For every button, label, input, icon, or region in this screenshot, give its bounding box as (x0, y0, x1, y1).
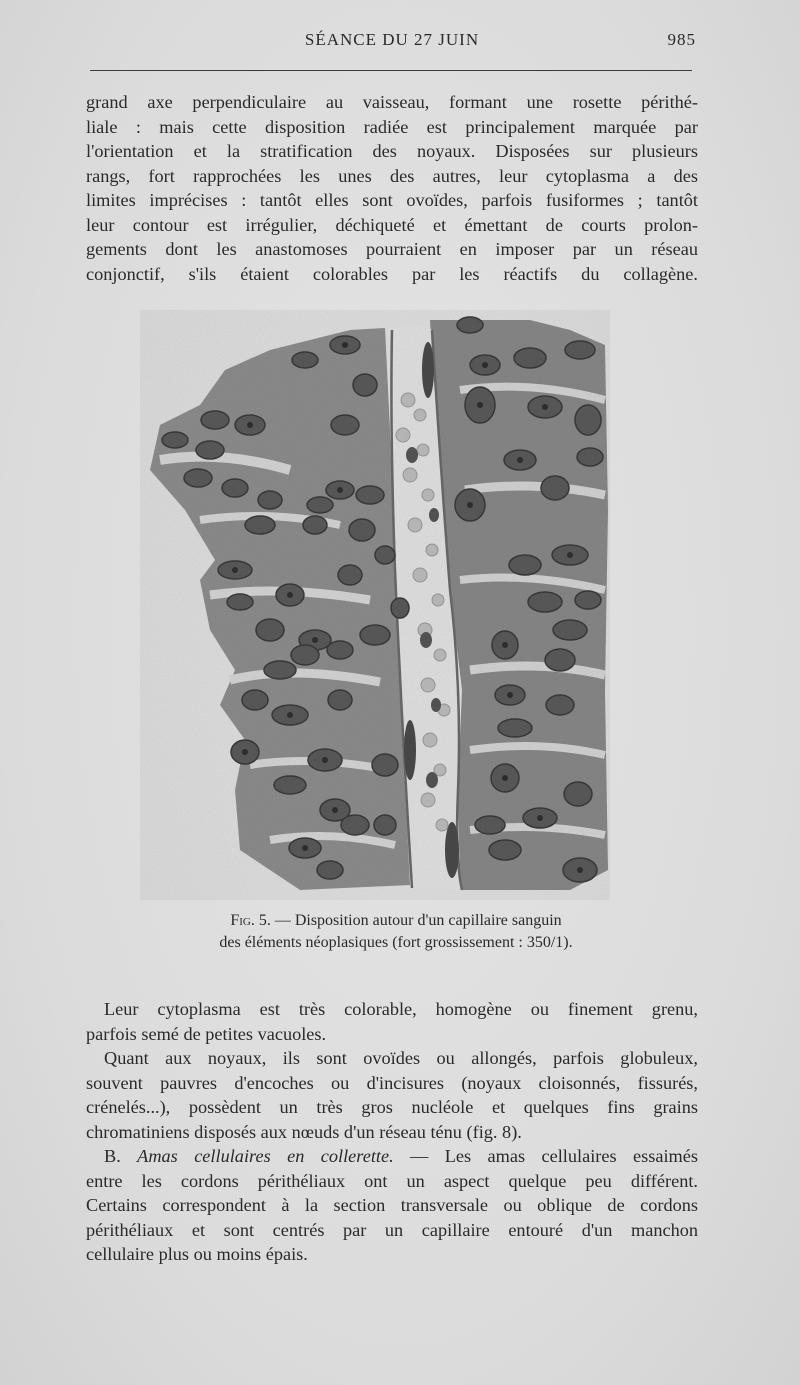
text-line: liale : mais cette disposition radiée est principalement marquée par (86, 116, 698, 137)
paragraph-2 (86, 997, 698, 1267)
paragraph-1 (86, 90, 698, 286)
text-line: parfois semé de petites vacuoles. (86, 1023, 327, 1044)
text-line: crénelés...), possèdent un très gros nucléole et quelques fins grains (86, 1097, 698, 1117)
text-line: entre les cordons périthéliaux ont un aspect quelque peu différent. (86, 1170, 698, 1191)
text-line: limites imprécises : tantôt elles sont ovoïdes, parfois fusiformes ; tantôt (86, 190, 698, 210)
text-line: grand axe perpendiculaire au vaisseau, formant une rosette périthé- (86, 92, 698, 112)
text-line: l'orientation et la stratification des noyaux. Disposées sur plusieurs (86, 141, 698, 161)
header-rule (90, 70, 692, 71)
text-line: Leur cytoplasma est très colorable, homogène ou finement grenu, (104, 999, 698, 1019)
running-header (88, 30, 696, 54)
page-number: 985 (667, 30, 696, 49)
histology-figure (140, 310, 610, 900)
text-line: Certains correspondent à la section transversale ou oblique de cordons (86, 1195, 698, 1215)
figure-caption-line-1 (120, 910, 672, 932)
caption-text: — Disposition autour d'un capillaire sanguin (270, 912, 562, 929)
text-fragment: — Les amas cellulaires essaimés (393, 1146, 698, 1166)
text-line: périthéliaux et sont centrés par un capillaire entouré d'un manchon (86, 1219, 698, 1240)
section-title: Amas cellulaires en collerette. (137, 1146, 394, 1166)
figure-caption-line-2: des éléments néoplasiques (fort grossissement : 350/1). (219, 934, 573, 951)
text-line: chromatiniens disposés aux nœuds d'un réseau ténu (fig. 8). (86, 1121, 522, 1142)
running-title: SÉANCE DU 27 JUIN (304, 30, 480, 49)
text-line: gements dont les anastomoses pourraient en imposer par un réseau (86, 239, 698, 259)
text-line: Quant aux noyaux, ils sont ovoïdes ou allongés, parfois globuleux, (104, 1048, 698, 1068)
text-line: rangs, fort rapprochées les unes des autres, leur cytoplasma a des (86, 165, 698, 186)
text-line: conjonctif, s'ils étaient colorables par les réactifs du collagène. (86, 263, 698, 284)
section-letter: B. (104, 1146, 138, 1166)
text-line (86, 1144, 698, 1169)
text-line: souvent pauvres d'encoches ou d'incisures (noyaux cloisonnés, fissurés, (86, 1072, 698, 1093)
text-line: leur contour est irrégulier, déchiqueté et émettant de courts prolon- (86, 214, 698, 235)
text-line: cellulaire plus ou moins épais. (86, 1244, 308, 1264)
figure-label: Fig. 5. (230, 912, 271, 929)
